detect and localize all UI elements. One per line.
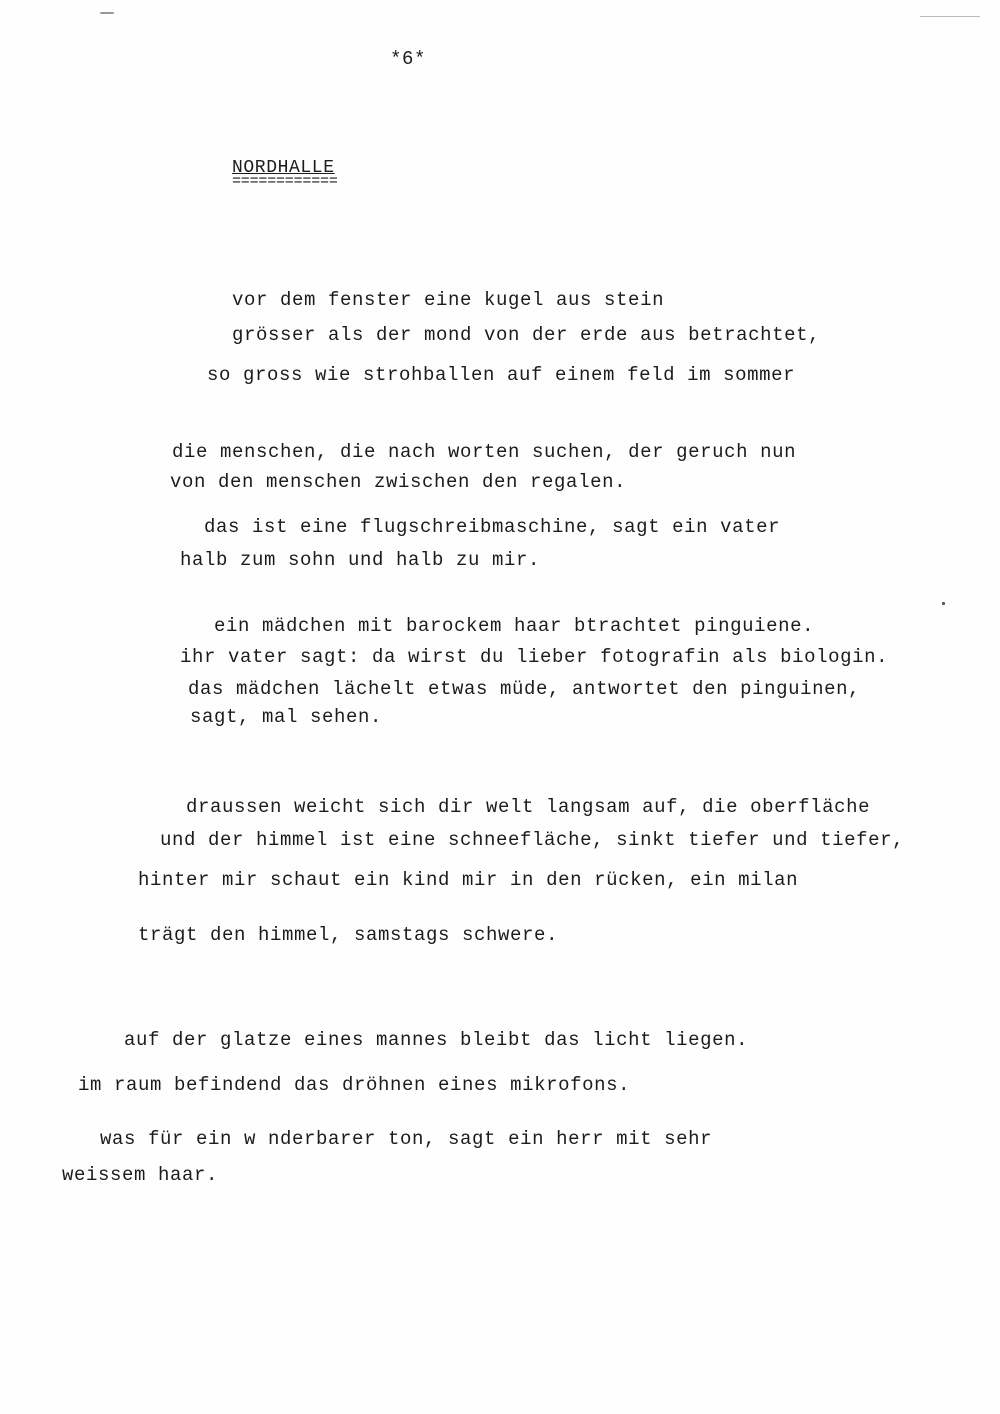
poem-title: NORDHALLE <box>232 158 335 178</box>
poem-line: ihr vater sagt: da wirst du lieber fotografin als biologin. <box>180 646 889 668</box>
page-number: *6* <box>390 48 427 70</box>
poem-line: das ist eine flugschreibmaschine, sagt ein vater <box>204 516 781 538</box>
poem-line: weissem haar. <box>62 1164 219 1186</box>
poem-line: was für ein w nderbarer ton, sagt ein herr mit sehr <box>100 1128 713 1150</box>
poem-line: so gross wie strohballen auf einem feld im sommer <box>207 364 796 386</box>
poem-line: die menschen, die nach worten suchen, der geruch nun <box>172 441 797 463</box>
poem-line: draussen weicht sich dir welt langsam auf, die oberfläche <box>186 796 871 818</box>
poem-line: das mädchen lächelt etwas müde, antwortet den pinguinen, <box>188 678 861 700</box>
poem-line: sagt, mal sehen. <box>190 706 383 728</box>
scan-speck <box>920 16 980 17</box>
title-double-underline: ============ <box>232 173 338 190</box>
poem-line: hinter mir schaut ein kind mir in den rücken, ein milan <box>138 869 799 891</box>
poem-line: und der himmel ist eine schneefläche, sinkt tiefer und tiefer, <box>160 829 905 851</box>
poem-line: grösser als der mond von der erde aus betrachtet, <box>232 324 821 346</box>
poem-line: trägt den himmel, samstags schwere. <box>138 924 559 946</box>
poem-line: halb zum sohn und halb zu mir. <box>180 549 541 571</box>
poem-line: im raum befindend das dröhnen eines mikrofons. <box>78 1074 631 1096</box>
poem-line: vor dem fenster eine kugel aus stein <box>232 289 665 311</box>
poem-line: auf der glatze eines mannes bleibt das licht liegen. <box>124 1029 749 1051</box>
scan-speck <box>942 602 945 605</box>
poem-line: von den menschen zwischen den regalen. <box>170 471 627 493</box>
scan-speck <box>100 12 114 14</box>
poem-line: ein mädchen mit barockem haar btrachtet pinguiene. <box>214 615 815 637</box>
